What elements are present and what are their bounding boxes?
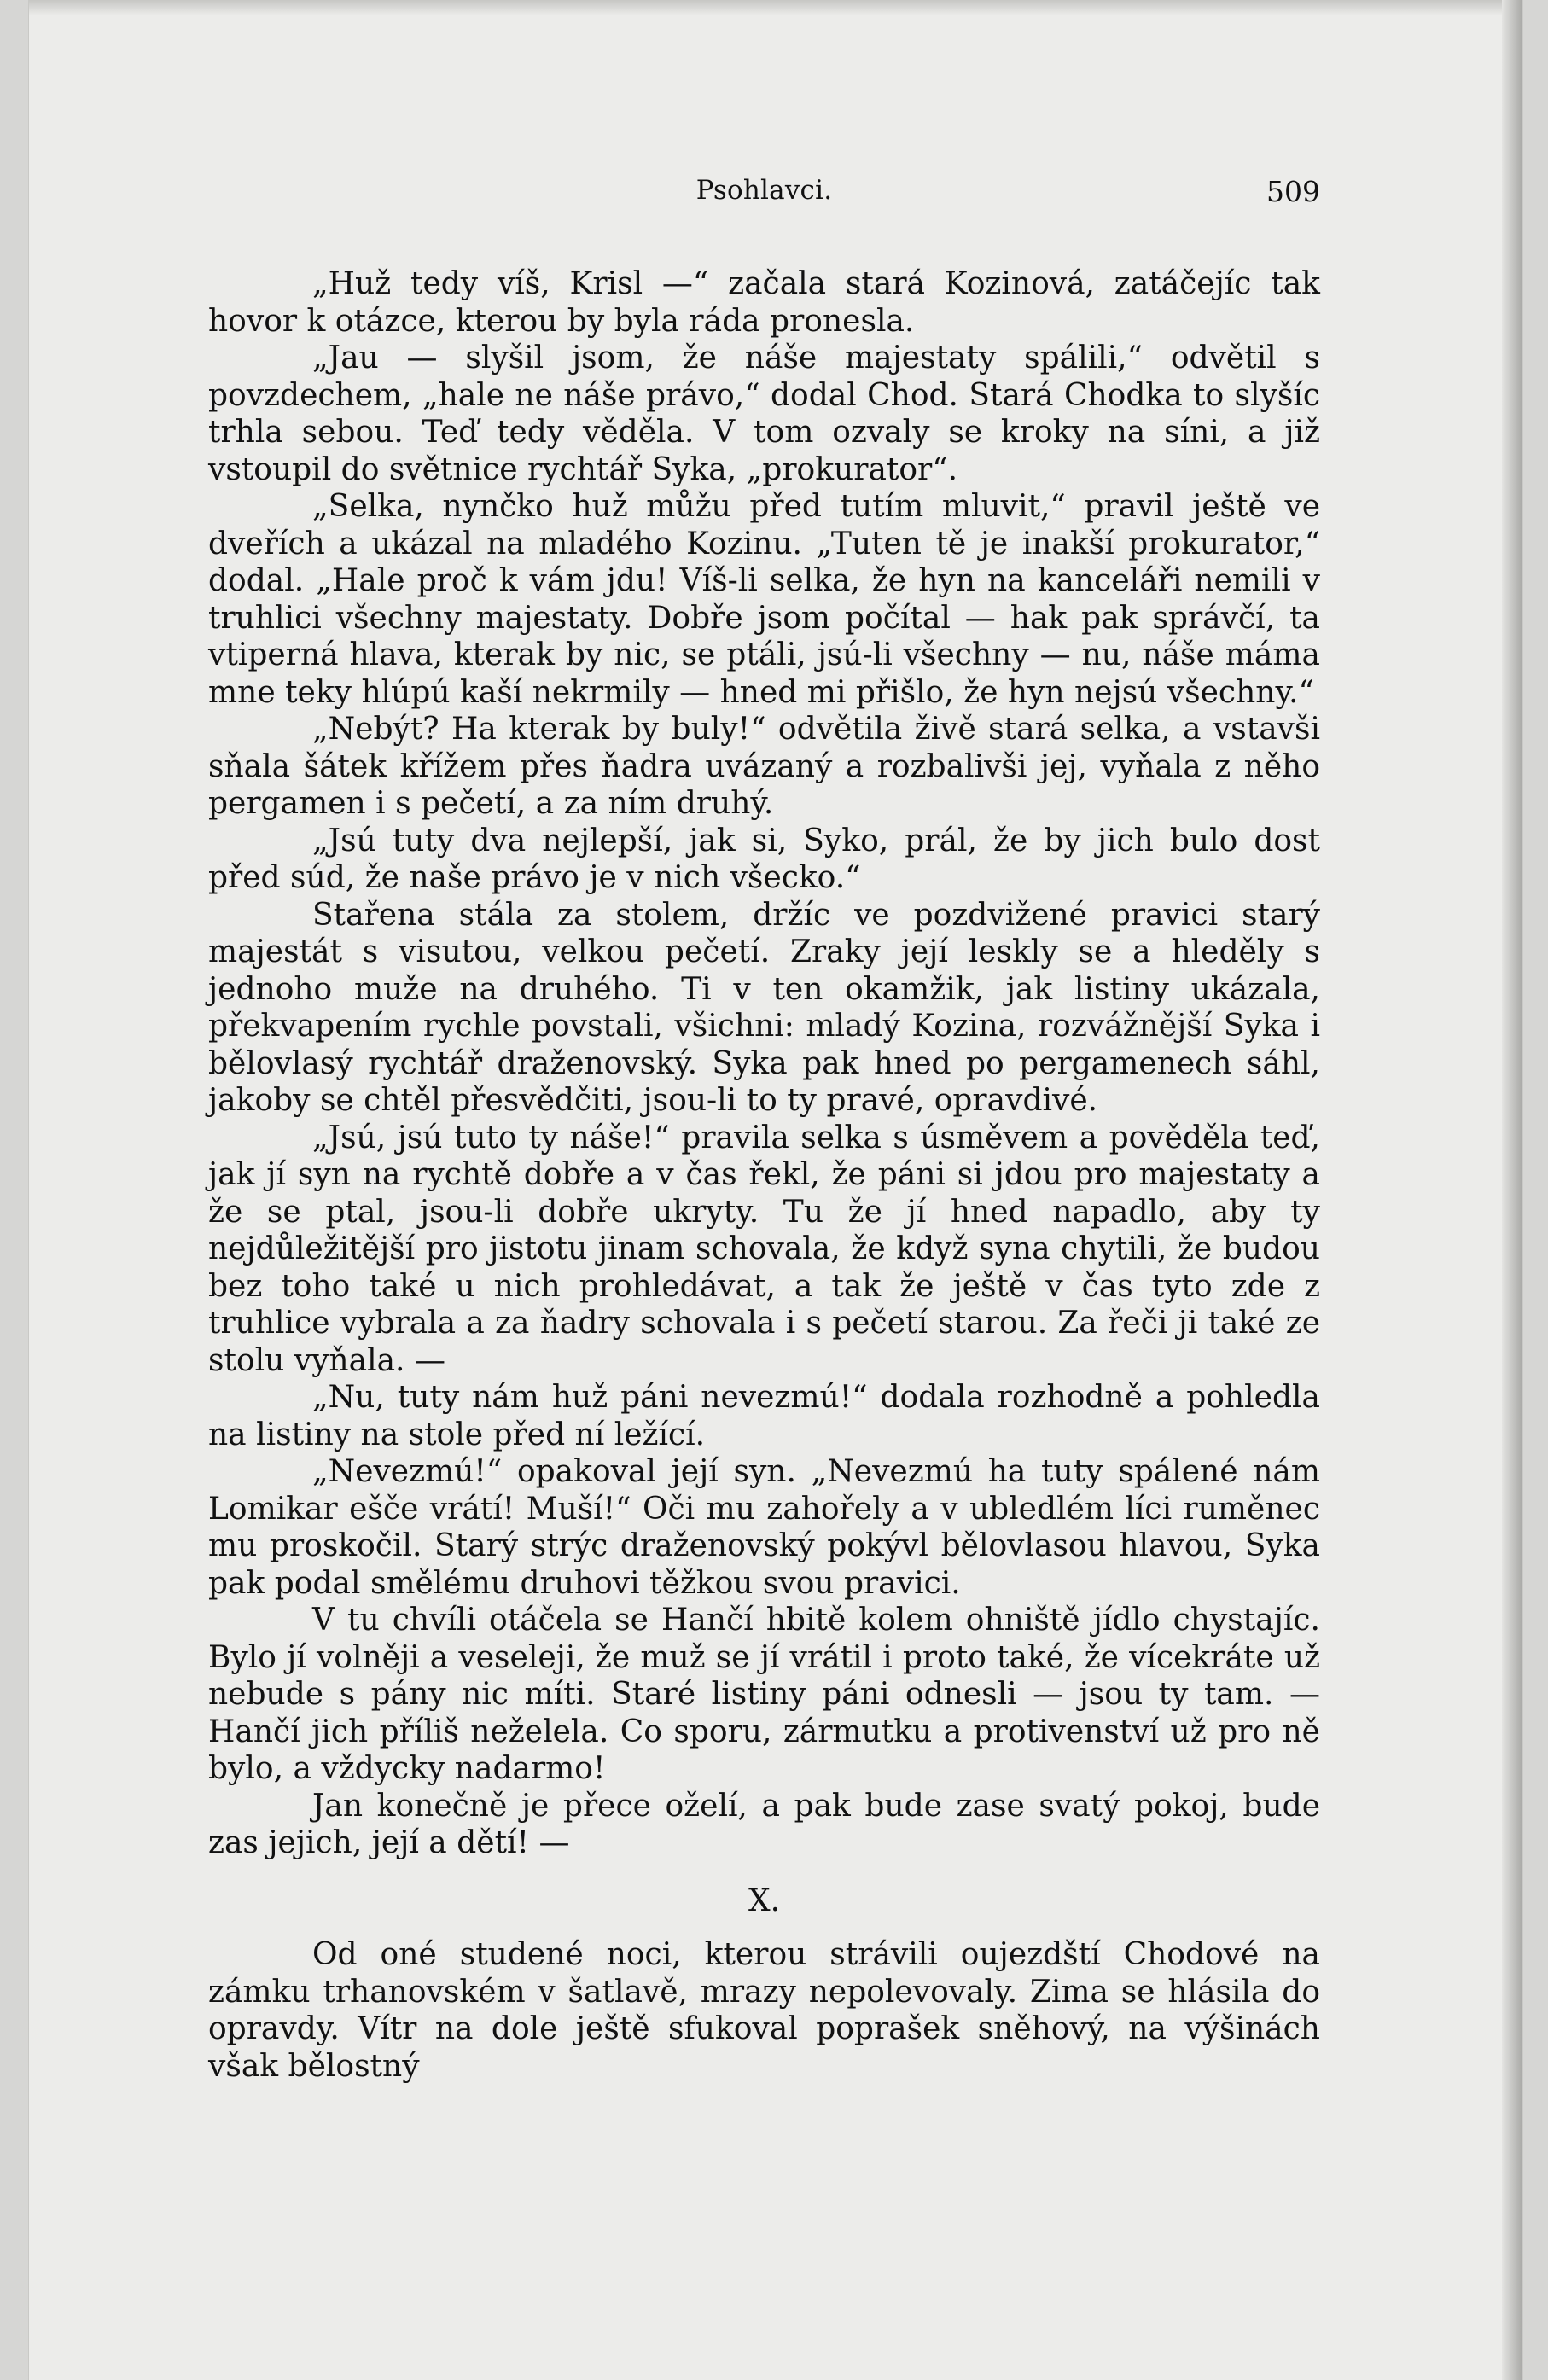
page-edge-shadow [1502, 0, 1522, 2380]
paragraph: „Jsú, jsú tuto ty náše!“ pravila selka s úsměvem a pověděla teď, jak jí syn na rychtě dobře a v čas řekl, že páni si jdou pro majestaty a že se ptal, jsou-li dobře ukryty. Tu že jí hned napadlo, aby ty nejdůležitější pro jistotu jinam schovala, že když syna chytili, že budou bez toho také u nich prohledávat, a tak že ještě v čas tyto zde z truhlice vybrala a za ňadry schovala i s pečetí starou. Za řeči ji také ze stolu vyňala. — [208, 1120, 1320, 1378]
paragraph: Jan konečně je přece oželí, a pak bude zase svatý pokoj, bude zas jejich, její a dětí! — [208, 1788, 1320, 1860]
page-header [208, 175, 1320, 223]
paragraph: „Nebýt? Ha kterak by buly!“ odvětila živě stará selka, a vstavši sňala šátek křížem přes ňadra uvázaný a rozbalivši jej, vyňala z něho pergamen i s pečetí, a za ním druhý. [208, 712, 1320, 821]
paragraph: „Jau — slyšil jsom, že náše majestaty spálili,“ odvětil s povzdechem, „hale ne náše právo,“ dodal Chod. Stará Chodka to slyšíc trhla sebou. Teď tedy věděla. V tom ozvaly se kroky na síni, a již vstoupil do světnice rychtář Syka, „prokurator“. [208, 340, 1320, 487]
page-content [208, 175, 1320, 2085]
paragraph: „Selka, nynčko huž můžu před tutím mluvit,“ pravil ještě ve dveřích a ukázal na mladého Kozinu. „Tuten tě je inakší prokurator,“ dodal. „Hale proč k vám jdu! Víš-li selka, že hyn na kanceláři nemili v truhlici všechny majestaty. Dobře jsom počítal — hak pak správčí, ta vtiperná hlava, kterak by nic, se ptáli, jsú-li všechny — nu, náše máma mne teky hlúpú kaší nekrmily — hned mi přišlo, že hyn nejsú všechny.“ [208, 489, 1320, 710]
paragraph: „Huž tedy víš, Krisl —“ začala stará Kozinová, zatáčejíc tak hovor k otázce, kterou by byla ráda pronesla. [208, 266, 1320, 339]
paragraph: „Nu, tuty nám huž páni nevezmú!“ dodala rozhodně a pohledla na listiny na stole před ní ležící. [208, 1380, 1320, 1452]
paragraph: „Jsú tuty dva nejlepší, jak si, Syko, prál, že by jich bulo dost před súd, že naše právo je v nich všecko.“ [208, 823, 1320, 895]
body-text [208, 265, 1320, 2085]
book-page [29, 0, 1522, 2380]
paragraph: V tu chvíli otáčela se Hančí hbitě kolem ohniště jídlo chystajíc. Bylo jí volněji a veseleji, že muž se jí vrátil i proto také, že vícekráte už nebude s pány nic míti. Staré listiny páni odnesli — jsou ty tam. — Hančí jich příliš neželela. Co sporu, zármutku a protivenství už pro ně bylo, a vždycky nadarmo! [208, 1603, 1320, 1786]
chapter-heading: X. [748, 1882, 781, 1918]
paragraph: Od oné studené noci, kterou strávili oujezdští Chodové na zámku trhanovském v šatlavě, mrazy nepolevovaly. Zima se hlásila do opravdy. Vítr na dole ještě sfukoval poprašek sněhový, na výšinách však bělostný [208, 1937, 1320, 2084]
page-top-shadow [29, 0, 1522, 15]
running-title: Psohlavci. [695, 175, 833, 206]
page-number: 509 [1266, 175, 1320, 208]
paragraph: Stařena stála za stolem, držíc ve pozdvižené pravici starý majestát s visutou, velkou pečetí. Zraky její leskly se a hleděly s jednoho muže na druhého. Ti v ten okamžik, jak listiny ukázala, překvapením rychle povstali, všichni: mladý Kozina, rozvážnější Syka i bělovlasý rychtář draženovský. Syka pak hned po pergamenech sáhl, jakoby se chtěl přesvědčiti, jsou-li to ty pravé, opravdivé. [208, 897, 1320, 1118]
paragraph: „Nevezmú!“ opakoval její syn. „Nevezmú ha tuty spálené nám Lomikar ešče vrátí! Muší!“ Oči mu zahořely a v ubledlém líci ruměnec mu proskočil. Starý strýc draženovský pokývl bělovlasou hlavou, Syka pak podal smělému druhovi těžkou svou pravici. [208, 1454, 1320, 1601]
